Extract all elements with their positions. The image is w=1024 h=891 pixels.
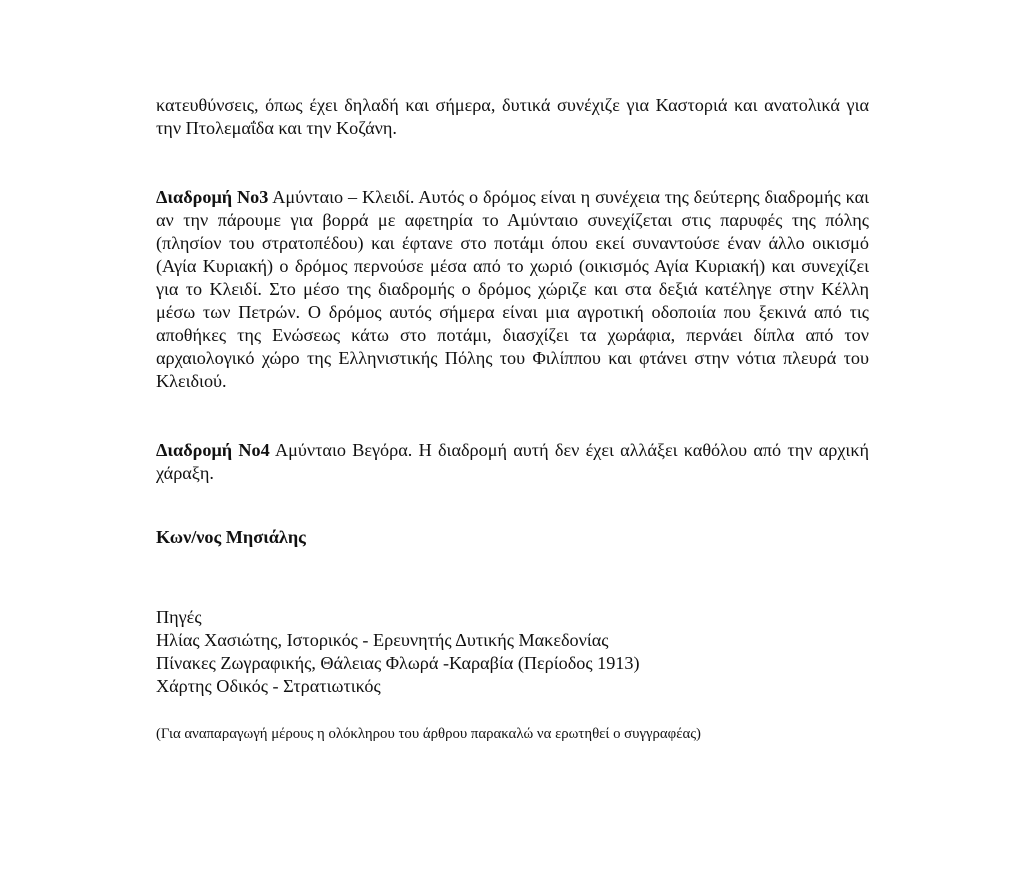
source-item: Ηλίας Χασιώτης, Ιστορικός - Ερευνητής Δυτικής Μακεδονίας bbox=[156, 630, 609, 650]
source-item: Πίνακες Ζωγραφικής, Θάλειας Φλωρά -Καραβία (Περίοδος 1913) bbox=[156, 653, 640, 673]
route-3-paragraph bbox=[156, 186, 869, 393]
route-4-text: Αμύνταιο Βεγόρα. Η διαδρομή αυτή δεν έχει αλλάξει καθόλου από την αρχική χάραξη. bbox=[156, 440, 870, 483]
document-page bbox=[156, 94, 869, 743]
reproduction-note: (Για αναπαραγωγή μέρους η ολόκληρου του άρθρου παρακαλώ να ερωτηθεί ο συγγραφέας) bbox=[156, 726, 701, 742]
route-3-heading: Διαδρομή Νο3 bbox=[156, 187, 269, 207]
sources-title: Πηγές bbox=[156, 607, 202, 627]
route-4-paragraph bbox=[156, 439, 869, 485]
source-item: Χάρτης Οδικός - Στρατιωτικός bbox=[156, 676, 381, 696]
author-name: Κων/νος Μησιάλης bbox=[156, 527, 306, 547]
paragraph-continuation: κατευθύνσεις, όπως έχει δηλαδή και σήμερα, δυτικά συνέχιζε για Καστοριά και ανατολικά για την Πτολεμαΐδα και την Κοζάνη. bbox=[156, 95, 869, 138]
route-4-heading: Διαδρομή Νο4 bbox=[156, 440, 270, 460]
sources-list bbox=[156, 606, 869, 698]
route-3-text: Αμύνταιο – Κλειδί. Αυτός ο δρόμος είναι η συνέχεια της δεύτερης διαδρομής και αν την πάρουμε για βορρά με αφετηρία το Αμύνταιο συνεχίζεται στις παρυφές της πόλης (πλησίον του στρατοπέδου) και έφτανε στο ποτάμι όπου εκεί συναντούσε έναν άλλο οικισμό (Αγία Κυριακή) ο δρόμος περνούσε μέσα από το χωριό (οικισμός Αγία Κυριακή) και συνεχίζει για το Κλειδί. Στο μέσο της διαδρομής ο δρόμος χώριζε και στα δεξιά κατέληγε στην Κέλλη μέσω των Πετρών. Ο δρόμος αυτός σήμερα είναι μια αγροτική οδοποιία που ξεκινά από τις αποθήκες της Ενώσεως κάτω στο ποτάμι, διασχίζει τα χωράφια, περνάει δίπλα από τον αρχαιολογικό χώρο της Ελληνιστικής Πόλης του Φιλίππου και φτάνει στην νότια πλευρά του Κλειδιού. bbox=[156, 187, 869, 391]
